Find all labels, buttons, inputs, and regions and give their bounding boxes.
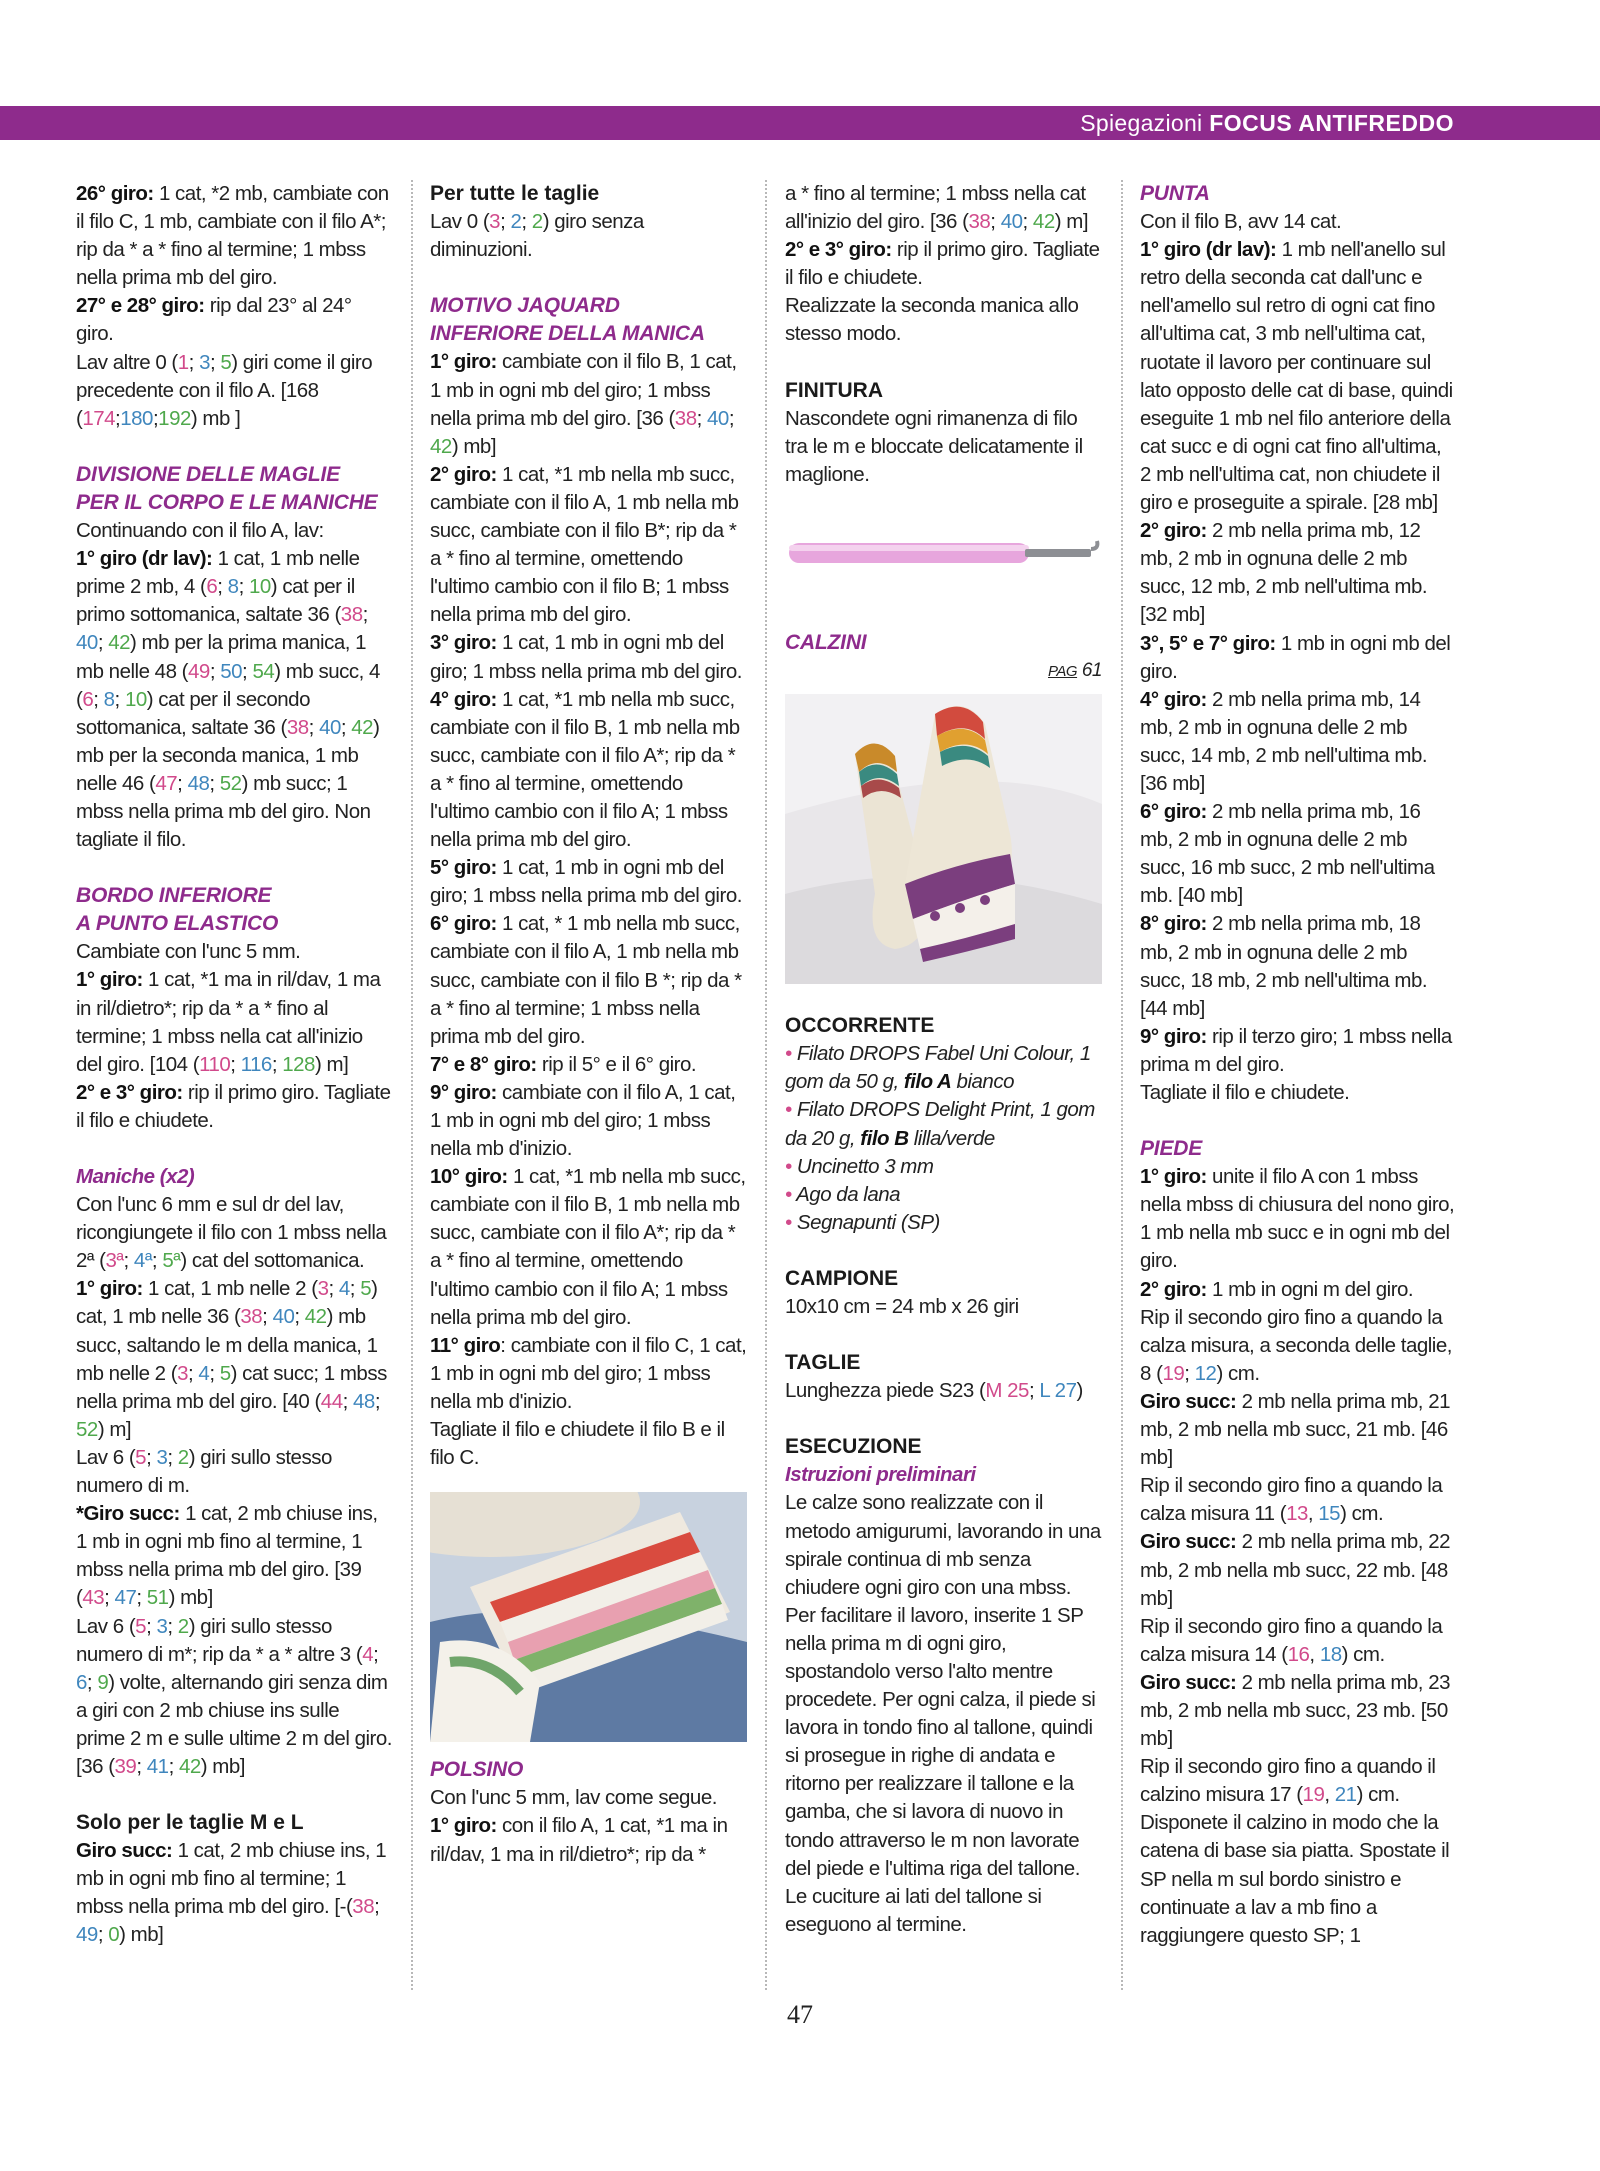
paragraph: 2° giro: 1 cat, *1 mb nella mb succ, cambiate con il filo A, 1 mb nella mb succ, cambiate con il filo B*; rip da * a * fino al termine, omettendo l'ultimo cambio con il filo B; 1 mbss nella prima mb del giro. [430, 462, 739, 627]
paragraph: 1° giro (dr lav): 1 cat, 1 mb nelle prime 2 mb, 4 (6; 8; 10) cat per il primo sottomanica, saltate 36 (38; 40; 42) mb per la prima manica, 1 mb nelle 48 (49; 50; 54) mb succ, 4 (6; 8; 10) cat per il secondo sottomanica, saltate 36 (38; 40; 42) mb per la seconda manica, 1 mb nelle 46 (47; 48; 52) mb succ; 1 mbss nella prima mb del giro. Non tagliate il filo. [76, 547, 380, 852]
paragraph: Giro succ: 1 cat, 2 mb chiuse ins, 1 mb in ogni mb fino al termine; 1 mbss nella prima mb del giro. [-(38; 49; 0) mb] [76, 1839, 387, 1947]
paragraph: Le calze sono realizzate con il metodo amigurumi, lavorando in una spirale continua di mb senza chiudere ogni giro con una mbss. Per facilitare il lavoro, inserite 1 SP nella prima m di ogni giro, spostandolo verso l'alto mentre procedete. Per ogni calza, il piede si lavora in tondo fino al tallone, quindi si prosegue in righe di andata e ritorno per realizzare il tallone e la gamba, che si lavora di nuovo in tondo attraverso le m non lavorate del piede e l'ultima riga del tallone. Le cuciture ai lati del tallone si eseguono al termine. [785, 1491, 1101, 1936]
crochet-hook-image [785, 525, 1102, 583]
paragraph: Con l'unc 6 mm e sul dr del lav, ricongiungete il filo con 1 mbss nella 2ª (3ª; 4ª; 5ª) cat del sottomanica. [76, 1193, 387, 1273]
paragraph: a * fino al termine; 1 mbss nella cat all'inizio del giro. [36 (38; 40; 42) m] [785, 182, 1089, 234]
paragraph: 9° giro: cambiate con il filo A, 1 cat, 1 mb in ogni mb del giro; 1 mbss nella mb d'inizio. [430, 1080, 736, 1161]
section-heading: POLSINO [430, 1758, 524, 1782]
paragraph: Nascondete ogni rimanenza di filo tra le m e bloccate delicatamente il maglione. [785, 406, 1083, 486]
section-heading: PUNTA [1140, 182, 1210, 205]
cuff-photo-illustration [430, 1492, 747, 1742]
section-heading: CALZINI [785, 630, 867, 654]
section-heading: A PUNTO ELASTICO [76, 912, 279, 936]
column-separator [411, 180, 413, 1990]
paragraph: Con l'unc 5 mm, lav come segue. [430, 1786, 717, 1810]
paragraph: Con il filo B, avv 14 cat. [1140, 210, 1342, 234]
paragraph: 9° giro: rip il terzo giro; 1 mbss nella prima m del giro. [1140, 1024, 1452, 1076]
section-heading: PIEDE [1140, 1137, 1203, 1161]
column-4 [1140, 180, 1457, 1950]
paragraph: 6° giro: 1 cat, * 1 mb nella mb succ, cambiate con il filo A, 1 mb nella mb succ, cambiate con il filo B *; rip da * a * fino al termine; 1 mbss nella prima mb del giro. [430, 912, 742, 1048]
paragraph: Rip il secondo giro fino a quando la calza misura 11 (13, 15) cm. [1140, 1474, 1443, 1526]
paragraph: 2° giro: 1 mb in ogni m del giro. [1140, 1277, 1414, 1301]
section-heading: ESECUZIONE [785, 1435, 922, 1459]
paragraph: Continuando con il filo A, lav: [76, 519, 324, 543]
header-title: Spiegazioni FOCUS ANTIFREDDO [1080, 110, 1454, 136]
list-item: • Segnapunti (SP) [785, 1210, 940, 1234]
paragraph: Lav 0 (3; 2; 2) giro senza diminuzioni. [430, 210, 644, 262]
paragraph: Giro succ: 2 mb nella prima mb, 22 mb, 2 mb nella mb succ, 22 mb. [48 mb] [1140, 1530, 1450, 1610]
paragraph: 1° giro: 1 cat, 1 mb nelle 2 (3; 4; 5) cat, 1 mb nelle 36 (38; 40; 42) mb succ, saltando le m della manica, 1 mb nelle 2 (3; 4; 5) cat succ; 1 mbss nella prima mb del giro. [40 (44; 48; 52) m] [76, 1277, 387, 1441]
paragraph: Lav altre 0 (1; 3; 5) giri come il giro precedente con il filo A. [168 (174;180;192) mb ] [76, 350, 373, 430]
list-item: • Ago da lana [785, 1182, 901, 1206]
paragraph: 1° giro: 1 cat, *1 ma in ril/dav, 1 ma in ril/dietro*; rip da * a * fino al termine; 1 mbss nella cat all'inizio del giro. [104 (110; 116; 128) m] [76, 968, 381, 1076]
section-heading: PER IL CORPO E LE MANICHE [76, 490, 378, 514]
section-heading: BORDO INFERIORE [76, 884, 272, 908]
paragraph: Disponete il calzino in modo che la catena di base sia piatta. Spostate il SP nella m sul bordo sinistro e continuate a lav a mb fino a raggiungere questo SP; 1 [1140, 1811, 1450, 1947]
section-heading: INFERIORE DELLA MANICA [430, 322, 705, 346]
paragraph: Cambiate con l'unc 5 mm. [76, 940, 301, 964]
section-heading: Maniche (x2) [76, 1165, 195, 1188]
column-1 [76, 180, 393, 1950]
paragraph: 1° giro: unite il filo A con 1 mbss nella mbss di chiusura del nono giro, 1 mb nella mb succ e in ogni mb del giro. [1140, 1165, 1455, 1273]
paragraph: 6° giro: 2 mb nella prima mb, 16 mb, 2 mb in ognuna delle 2 mb succ, 16 mb succ, 2 mb nell'ultima mb. [40 mb] [1140, 800, 1435, 908]
paragraph: 5° giro: 1 cat, 1 mb in ogni mb del giro; 1 mbss nella prima mb del giro. [430, 856, 742, 908]
section-heading: DIVISIONE DELLE MAGLIE [76, 462, 340, 486]
section-heading: OCCORRENTE [785, 1014, 935, 1038]
list-item: • Filato DROPS Delight Print, 1 gom da 20 g, filo B lilla/verde [785, 1098, 1095, 1150]
paragraph: 1° giro: cambiate con il filo B, 1 cat, 1 mb in ogni mb del giro; 1 mbss nella prima mb del giro. [36 (38; 40; 42) mb] [430, 350, 737, 458]
paragraph: Rip il secondo giro fino a quando la calza misura 14 (16, 18) cm. [1140, 1614, 1443, 1666]
paragraph: Tagliate il filo e chiudete. [1140, 1081, 1350, 1104]
list-item: • Filato DROPS Fabel Uni Colour, 1 gom da 50 g, filo A bianco [785, 1042, 1091, 1094]
page-reference: PAG 61 [1048, 660, 1102, 682]
paragraph: 1° giro: con il filo A, 1 cat, *1 ma in ril/dav, 1 ma in ril/dietro*; rip da * [430, 1814, 728, 1866]
paragraph: 2° e 3° giro: rip il primo giro. Tagliate il filo e chiudete. [785, 238, 1100, 290]
section-heading: FINITURA [785, 378, 883, 402]
paragraph: 27° e 28° giro: rip dal 23° al 24° giro. [76, 294, 352, 346]
section-heading: CAMPIONE [785, 1266, 899, 1290]
paragraph: Giro succ: 2 mb nella prima mb, 23 mb, 2 mb nella mb succ, 23 mb. [50 mb] [1140, 1670, 1450, 1751]
paragraph: Giro succ: 2 mb nella prima mb, 21 mb, 2 mb nella mb succ, 21 mb. [46 mb] [1140, 1389, 1450, 1470]
section-heading: MOTIVO JAQUARD [430, 294, 620, 318]
paragraph: 7° e 8° giro: rip il 5° e il 6° giro. [430, 1052, 697, 1076]
crochet-hook-icon [785, 525, 1102, 583]
section-subheading: Istruzioni preliminari [785, 1463, 976, 1487]
paragraph: 8° giro: 2 mb nella prima mb, 18 mb, 2 mb in ognuna delle 2 mb succ, 18 mb, 2 mb nell'ultima mb. [44 mb] [1140, 912, 1428, 1020]
paragraph: Lav 6 (5; 3; 2) giri sullo stesso numero di m. [76, 1445, 332, 1498]
cuff-photo [430, 1492, 747, 1742]
paragraph: 1° giro (dr lav): 1 mb nell'anello sul retro della seconda cat dall'unc e nell'amello sul retro di ogni cat fino all'ultima cat, 3 mb nell'ultima cat, ruotate il lavoro per continuare sul lato opposto delle cat di base, quindi eseguite 1 mb nel filo anteriore della cat succ e di ogni cat fino all'ultima, 2 mb nell'ultima cat, non chiudete il giro e proseguite a spirale. [28 mb] [1140, 238, 1453, 515]
header-bar [0, 106, 1600, 140]
paragraph: Tagliate il filo e chiudete il filo B e il filo C. [430, 1418, 725, 1470]
paragraph: *Giro succ: 1 cat, 2 mb chiuse ins, 1 mb in ogni mb fino al termine, 1 mbss nella prima mb del giro. [39 (43; 47; 51) mb] [76, 1502, 378, 1610]
paragraph: 2° e 3° giro: rip il primo giro. Tagliate il filo e chiudete. [76, 1080, 391, 1132]
paragraph: Lunghezza piede S23 (M 25; L 27) [785, 1379, 1083, 1403]
socks-photo [785, 694, 1102, 984]
column-separator [765, 180, 767, 1990]
socks-photo-illustration [785, 694, 1102, 984]
section-heading: TAGLIE [785, 1351, 861, 1375]
column-separator [1121, 180, 1123, 1990]
paragraph: Rip il secondo giro fino a quando la calza misura, a seconda delle taglie, 8 (19; 12) cm. [1140, 1305, 1452, 1385]
paragraph: 3°, 5° e 7° giro: 1 mb in ogni mb del giro. [1140, 631, 1451, 683]
paragraph: Lav 6 (5; 3; 2) giri sullo stesso numero di m*; rip da * a * altre 3 (4; 6; 9) volte, alternando giri senza dim a giri con 2 mb chiuse ins sulle prime 2 m e sulle ultime 2 m del giro. [36 (39; 41; 42) mb] [76, 1614, 392, 1778]
paragraph: 4° giro: 2 mb nella prima mb, 14 mb, 2 mb in ognuna delle 2 mb succ, 14 mb, 2 mb nell'ultima mb. [36 mb] [1140, 687, 1428, 795]
paragraph: 10° giro: 1 cat, *1 mb nella mb succ, cambiate con il filo B, 1 mb nella mb succ, cambiate con il filo A*; rip da * a * fino al termine, omettendo l'ultimo cambio con il filo A; 1 mbss nella prima mb del giro. [430, 1165, 746, 1329]
paragraph: 2° giro: 2 mb nella prima mb, 12 mb, 2 mb in ognuna delle 2 mb succ, 12 mb, 2 mb nell'ultima mb. [32 mb] [1140, 519, 1428, 627]
paragraph: Realizzate la seconda manica allo stesso modo. [785, 294, 1079, 346]
paragraph: 11° giro: cambiate con il filo C, 1 cat, 1 mb in ogni mb del giro; 1 mbss nella mb d'inizio. [430, 1333, 747, 1413]
page-number: 47 [787, 2000, 813, 2029]
paragraph: 4° giro: 1 cat, *1 mb nella mb succ, cambiate con il filo B, 1 mb nella mb succ, cambiate con il filo A*; rip da * a * fino al termine, omettendo l'ultimo cambio con il filo A; 1 mbss nella prima mb del giro. [430, 687, 740, 852]
paragraph: 3° giro: 1 cat, 1 mb in ogni mb del giro; 1 mbss nella prima mb del giro. [430, 631, 742, 683]
section-heading: Solo per le taglie M e L [76, 1811, 304, 1835]
paragraph: Rip il secondo giro fino a quando il calzino misura 17 (19, 21) cm. [1140, 1755, 1436, 1807]
column-2 [430, 180, 747, 1869]
list-item: • Uncinetto 3 mm [785, 1154, 934, 1178]
column-3 [785, 180, 1102, 1939]
paragraph: 10x10 cm = 24 mb x 26 giri [785, 1294, 1019, 1318]
section-heading: Per tutte le taglie [430, 182, 600, 205]
paragraph: 26° giro: 1 cat, *2 mb, cambiate con il filo C, 1 mb, cambiate con il filo A*; rip da * a * fino al termine; 1 mbss nella prima mb del giro. [76, 182, 389, 290]
